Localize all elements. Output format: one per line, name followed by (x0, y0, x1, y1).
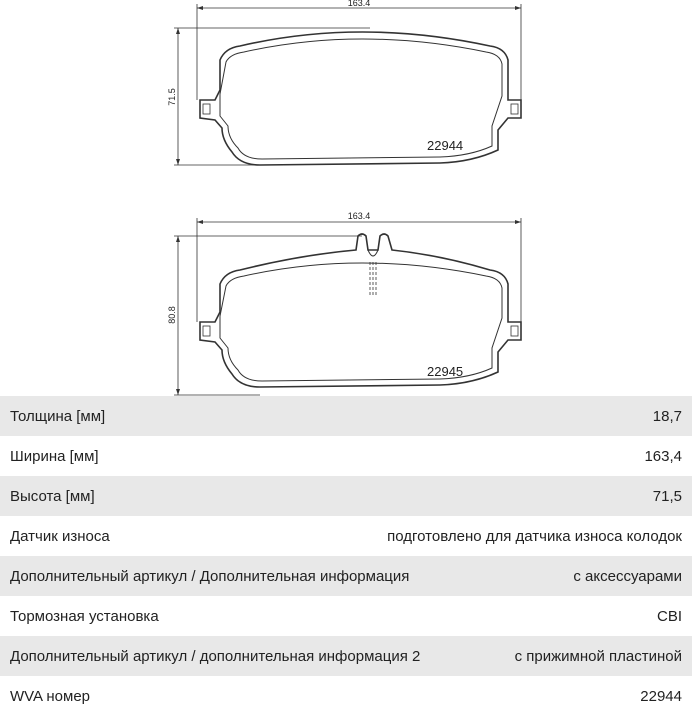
pad1-part-number: 22944 (427, 138, 464, 153)
pad1-height-label: 71.5 (167, 88, 177, 106)
spec-value: 71,5 (652, 487, 682, 505)
pad2-part-number: 22945 (427, 364, 464, 379)
spec-row-brake-system (0, 596, 692, 636)
spec-row-width (0, 436, 692, 476)
spec-row-additional-info-2 (0, 636, 692, 676)
specifications-table (0, 396, 692, 716)
spec-label: Ширина [мм] (10, 447, 99, 465)
spec-value: с аксессуарами (573, 567, 682, 585)
spec-label: Дополнительный артикул / Дополнительная информация (10, 567, 410, 585)
spec-value: 163,4 (644, 447, 682, 465)
spec-row-height (0, 476, 692, 516)
pad2-height-label: 80.8 (167, 306, 177, 324)
spec-value: с прижимной пластиной (514, 647, 682, 665)
spec-label: Дополнительный артикул / дополнительная информация 2 (10, 647, 421, 665)
pad-22944-outline (200, 32, 521, 165)
spec-row-wear-sensor (0, 516, 692, 556)
spec-label: WVA номер (10, 687, 91, 705)
spec-label: Датчик износа (10, 527, 110, 545)
pad2-width-label: 163.4 (347, 211, 371, 221)
spec-row-thickness (0, 396, 692, 436)
spec-value: 22944 (640, 687, 682, 705)
spec-value: CBI (656, 607, 682, 625)
spec-row-additional-info (0, 556, 692, 596)
pad1-width-label: 163.4 (347, 0, 371, 8)
spec-label: Высота [мм] (10, 487, 95, 505)
spec-row-wva-number (0, 676, 692, 716)
pad-22945-outline (200, 234, 521, 387)
spec-label: Тормозная установка (10, 607, 159, 625)
spec-label: Толщина [мм] (10, 407, 106, 425)
spec-value: 18,7 (652, 407, 682, 425)
spec-value: подготовлено для датчика износа колодок (387, 527, 682, 545)
